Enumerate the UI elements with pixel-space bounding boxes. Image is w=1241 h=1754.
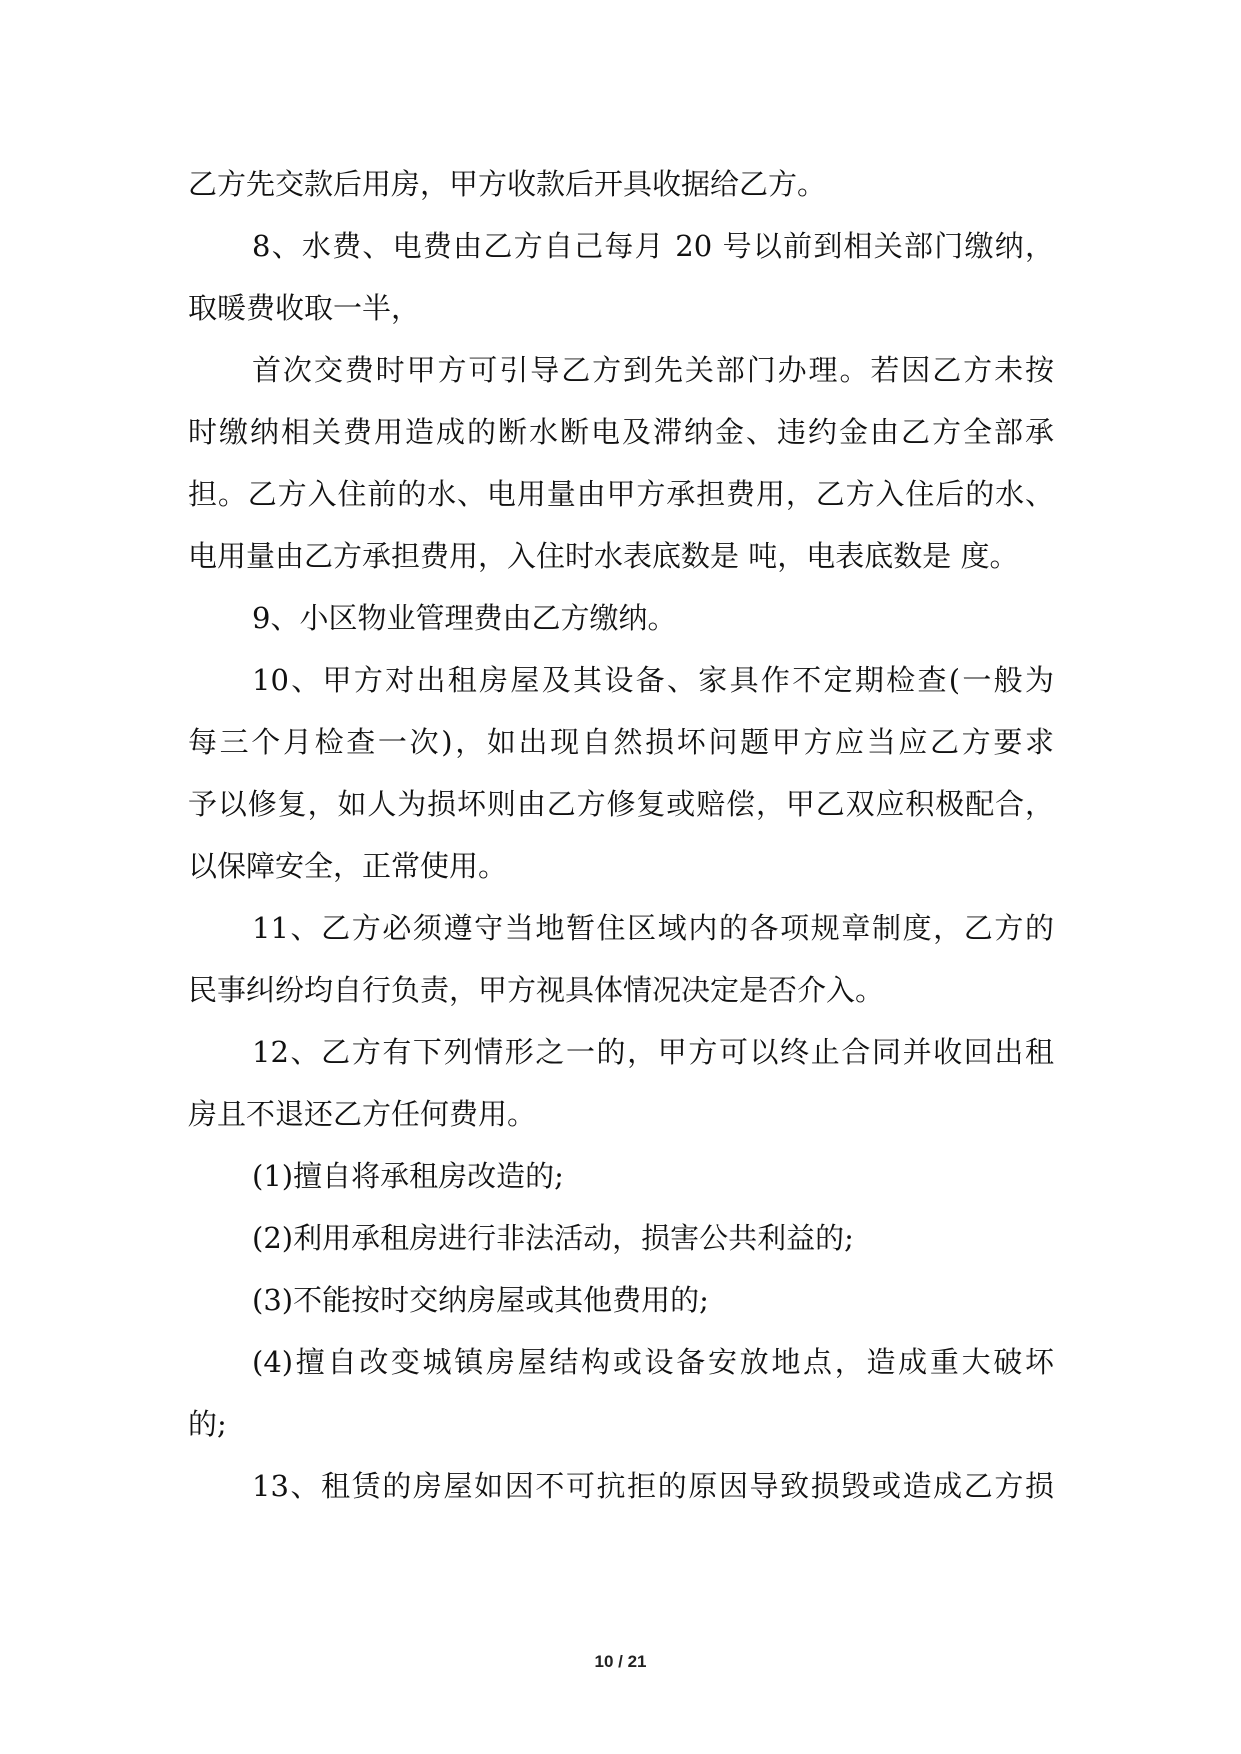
text-line: 担。乙方入住前的水、电用量由甲方承担费用，乙方入住后的水、 <box>188 477 1054 511</box>
text-line: 首次交费时甲方可引导乙方到先关部门办理。若因乙方未按 <box>252 353 1054 387</box>
text-line: (2)利用承租房进行非法活动，损害公共利益的; <box>252 1221 854 1255</box>
text-line: (3)不能按时交纳房屋或其他费用的; <box>252 1283 709 1317</box>
text-line: 11、乙方必须遵守当地暂住区域内的各项规章制度，乙方的 <box>252 911 1054 945</box>
text-line: (1)擅自将承租房改造的; <box>252 1159 564 1193</box>
text-line: 予以修复，如人为损坏则由乙方修复或赔偿，甲乙双应积极配合， <box>188 787 1054 821</box>
text-line: 每三个月检查一次)，如出现自然损坏问题甲方应当应乙方要求 <box>188 725 1054 759</box>
text-line: 9、小区物业管理费由乙方缴纳。 <box>252 601 677 635</box>
text-line: (4)擅自改变城镇房屋结构或设备安放地点，造成重大破坏 <box>252 1345 1054 1379</box>
page-number: 10 / 21 <box>594 1652 647 1671</box>
text-line: 时缴纳相关费用造成的断水断电及滞纳金、违约金由乙方全部承 <box>188 415 1054 449</box>
text-line: 电用量由乙方承担费用，入住时水表底数是 吨，电表底数是 度。 <box>188 539 1019 573</box>
document-body <box>188 153 1054 1517</box>
text-line: 的; <box>188 1407 227 1441</box>
text-line: 乙方先交款后用房，甲方收款后开具收据给乙方。 <box>188 167 827 201</box>
text-line: 10、甲方对出租房屋及其设备、家具作不定期检查(一般为 <box>252 663 1054 697</box>
text-line: 13、租赁的房屋如因不可抗拒的原因导致损毁或造成乙方损 <box>252 1469 1054 1503</box>
text-line: 房且不退还乙方任何费用。 <box>188 1097 537 1131</box>
text-line: 12、乙方有下列情形之一的，甲方可以终止合同并收回出租 <box>252 1035 1054 1069</box>
text-line: 以保障安全，正常使用。 <box>188 849 508 883</box>
text-line: 取暖费收取一半， <box>188 291 421 325</box>
text-line: 民事纠纷均自行负责，甲方视具体情况决定是否介入。 <box>188 973 885 1007</box>
text-line: 8、水费、电费由乙方自己每月 20 号以前到相关部门缴纳， <box>252 229 1054 263</box>
